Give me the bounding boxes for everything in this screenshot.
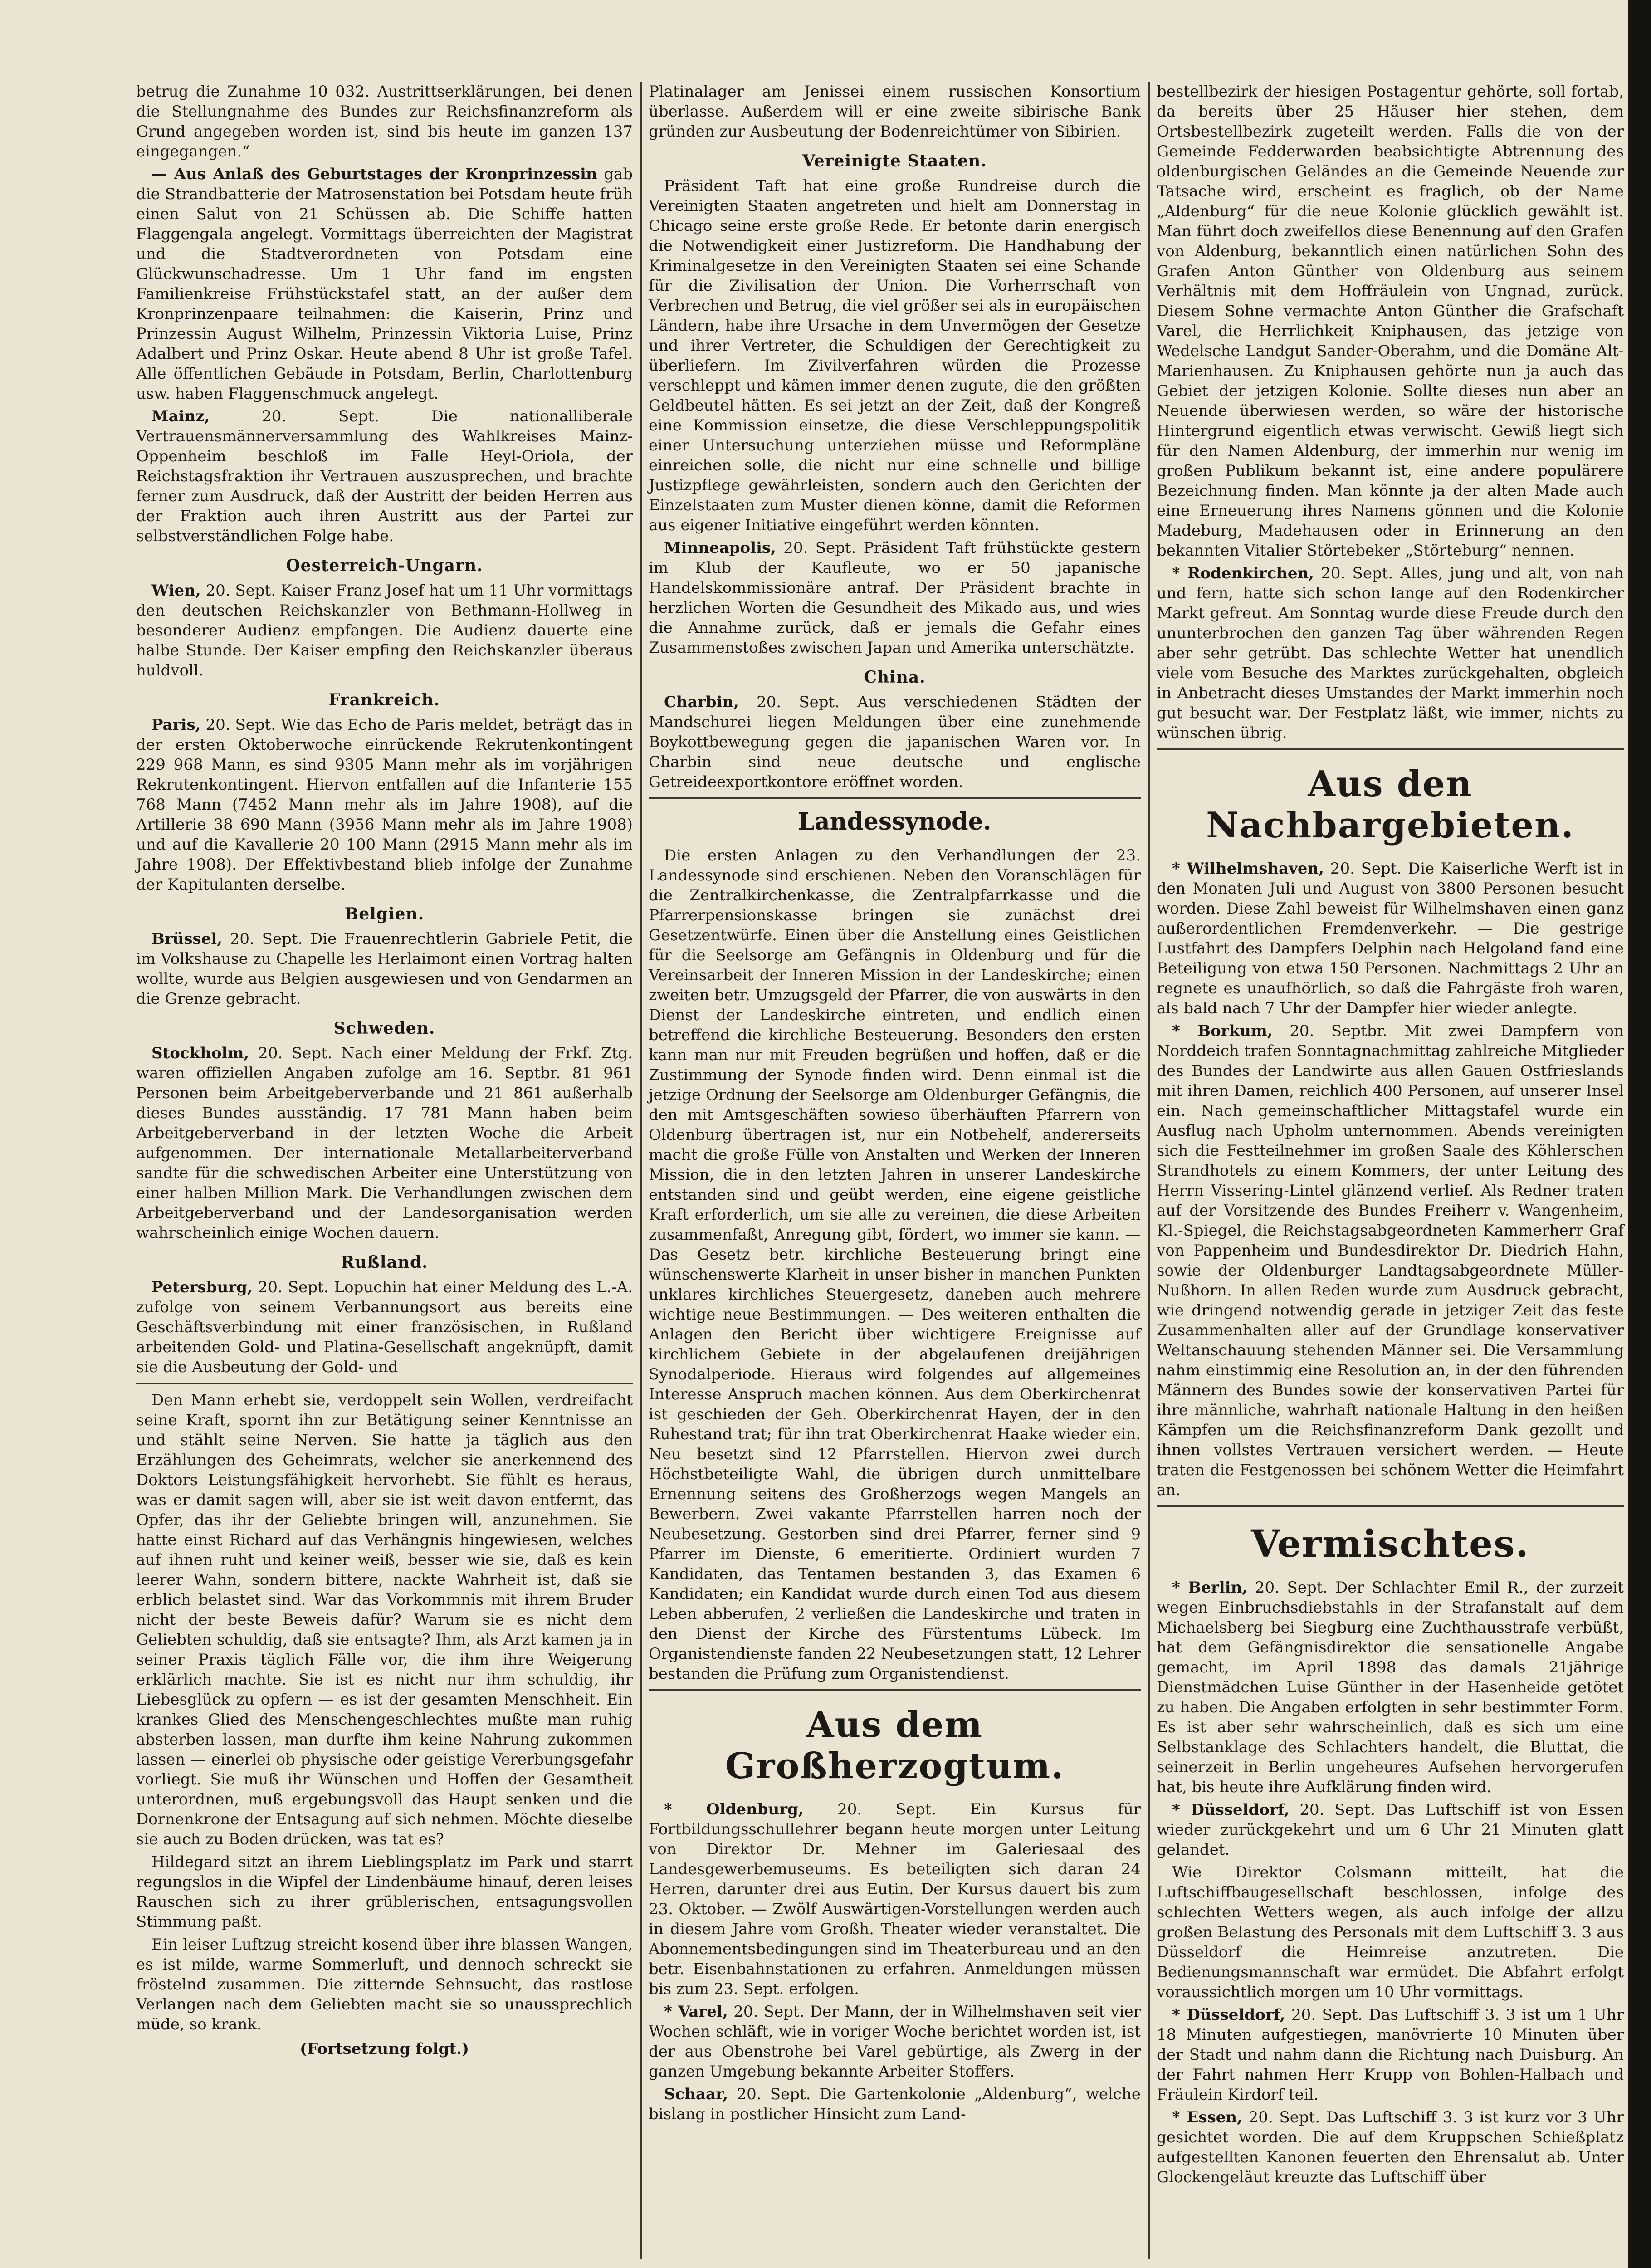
article-text: Präsident Taft hat eine große Rundreise durch die Vereinigten Staaten angetreten und hielt am Donnerstag in Chicago seine erste große Rede. Er betonte darin energisch die Notwendigkeit einer Justizreform. Die Handhabung der Kriminalgesetze in den Vereinigten Staaten sei eine Schande für die Zivilisation der Union. Die Vorherrschaft von Verbrechen und Betrug, die viel größer sei als in europäischen Ländern, habe ihre Ursache in dem Unvermögen der Gesetze und ihrer Vertreter, die Schuldigen der Gerechtigkeit zu überliefern. Im Zivilverfahren würden die Prozesse verschleppt und kämen immer denen zugute, die den größten Geldbeutel hätten. Es sei jetzt an der Zeit, daß der Kongreß eine Kommission einsetze, die diese Verschleppungspolitik einer Untersuchung unterziehen müsse und Reformpläne einreichen solle, die nicht nur eine schnelle und billige Justizpflege gewährleisten, sondern auch den Gerichten der Einzelstaaten zum Muster dienen könne, damit die Reformen aus eigener Initiative eingeführt werden könnten. [649, 177, 1141, 534]
article-body: 20. Sept. Der Schlachter Emil R., der zurzeit wegen Einbruchsdiebstahls in der Strafanstalt auf dem Michaelsberg bei Siegburg eine Zuchthausstrafe verbüßt, hat dem Gefängnisdirektor die sensationelle Angabe gemacht, im April 1898 das damals 21jährige Dienstmädchen Luise Günther in der Hasenheide getötet zu haben. Die Angaben erfolgten in sehr bestimmter Form. Es ist aber sehr wahrscheinlich, daß es sich um eine Selbstanklage des Schlachters handelt, die Bluttat, die seinerzeit in Berlin ungeheures Aufsehen hervorgerufen hat, bis heute ihre Aufklärung finden wird. [1157, 1579, 1624, 1796]
article-body: 20. Sept. Aus verschiedenen Städten der Mandschurei liegen Meldungen über eine zunehmende Boykottbewegung gegen die japanischen Waren vor. In Charbin sind neue deutsche und englische Getreideexportkontore eröffnet worden. [649, 693, 1141, 791]
article-body: 20. Sept. Ein Kursus für Fortbildungsschullehrer begann heute morgen unter Leitung von Direktor Dr. Mehner im Galeriesaal des Landesgewerbemuseums. Es beteiligten sich daran 24 Herren, darunter drei aus Eutin. Der Kursus dauert bis zum 23. Oktober. — Zwölf Auswärtigen-Vorstellungen werden auch in diesem Jahre vom Großh. Theater wieder veranstaltet. Die Abonnementsbedingungen sind im Theaterbureau und an den betr. Eisenbahnstationen zu erfahren. Anmeldungen müssen bis zum 23. Sept. erfolgen. [649, 1800, 1141, 1998]
article-text [649, 2002, 1141, 2082]
dateline: * Berlin, [1172, 1579, 1248, 1597]
dateline: Petersburg, [151, 1278, 253, 1296]
article-text [1157, 859, 1624, 1018]
dateline: Mainz, [151, 407, 210, 425]
feuilleton-divider [136, 1383, 633, 1384]
article-text [136, 1277, 633, 1377]
article-text [649, 692, 1141, 792]
dateline: Charbin, [664, 693, 739, 711]
article-text [649, 2084, 1141, 2124]
dateline: Schaar, [664, 2085, 728, 2103]
section-heading: Belgien. [344, 904, 425, 924]
article-text [136, 406, 633, 546]
article-text [136, 581, 633, 680]
article-text [1157, 1021, 1624, 1500]
section-divider [649, 1689, 1141, 1691]
article-body: 20. Sept. Die Frauenrechtlerin Gabriele Petit, die im Volkshause zu Chapelle les Herlaimont einen Vortrag halten wollte, wurde aus Belgien ausgewiesen und von Gendarmen an die Grenze gebracht. [136, 930, 633, 1008]
article-text [1157, 2005, 1624, 2105]
article-text [649, 1799, 1141, 1999]
article-text [1157, 1578, 1624, 1797]
article-text [136, 715, 633, 894]
dateline: * Essen, [1172, 2108, 1242, 2126]
section-heading: Schweden. [333, 1019, 435, 1038]
article-text [136, 164, 633, 404]
section-heading: Frankreich. [328, 690, 440, 709]
dateline: * Borkum, [1172, 1022, 1273, 1040]
dateline: * Rodenkirchen, [1172, 564, 1314, 582]
section-heading-large: Landessynode. [798, 808, 992, 836]
article-body: 20. Sept. Die nationalliberale Vertrauensmännerversammlung des Wahlkreises Mainz-Oppenheim beschloß im Falle Heyl-Oriola, der Reichstagsfraktion ihr Vertrauen auszusprechen, und brachte ferner zum Ausdruck, daß der Austritt der beiden Herren aus der Fraktion auch ihren Austritt aus der Partei zur selbstverständlichen Folge habe. [136, 407, 633, 545]
section-heading: Rußland. [341, 1253, 428, 1272]
section-divider [1157, 748, 1624, 750]
dateline: * Düsseldorf, [1172, 2006, 1285, 2024]
dateline: Wien, [151, 582, 201, 600]
article-body: 20. Sept. Die Kaiserliche Werft ist in den Monaten Juli und August von 3800 Personen besucht worden. Diese Zahl beweist für Wilhelmshaven einen ganz außerordentlichen Fremdenverkehr. — Die gestrige Lustfahrt des Dampfers Delphin nach Helgoland fand eine Beteiligung von etwa 150 Personen. Nachmittags 2 Uhr an regnete es unaufhörlich, so daß die Fahrgäste froh waren, als bald nach 7 Uhr der Dampfer hier wieder anlegte. [1157, 860, 1624, 1017]
continuation-note: (Fortsetzung folgt.) [299, 2040, 469, 2058]
section-heading-large: Aus dem Großherzogtum. [725, 1704, 1065, 1787]
article-body: gab die Strandbatterie der Matrosenstation bei Potsdam heute früh einen Salut von 21 Schüssen ab. Die Schiffe hatten Flaggengala angelegt. Vormittags überreichten der Magistrat und die Stadtverordneten von Potsdam eine Glückwunschadresse. Um 1 Uhr fand im engsten Familienkreise Frühstückstafel statt, an der außer dem Kronprinzenpaare teilnahmen: die Kaiserin, Prinz und Prinzessin August Wilhelm, Prinzessin Viktoria Luise, Prinz Adalbert und Prinz Oskar. Heute abend 8 Uhr ist große Tafel. Alle öffentlichen Gebäude in Potsdam, Berlin, Charlottenburg usw. haben Flaggenschmuck angelegt. [136, 165, 633, 403]
dateline: Brüssel, [151, 930, 223, 948]
article-text [649, 538, 1141, 658]
dateline: Minneapolis, [664, 539, 776, 557]
section-divider [649, 797, 1141, 799]
column-rule [1148, 82, 1150, 2259]
article-body: 20. Sept. Nach einer Meldung der Frkf. Ztg. waren offiziellen Angaben zufolge am 16. Septbr. 81 961 Personen beim Arbeitgeberverbande und 21 861 außerhalb dieses Bundes ausständig. 17 781 Mann haben beim Arbeitgeberverband in der letzten Woche die Arbeit aufgenommen. Der internationale Metallarbeiterverband sandte für die schwedischen Arbeiter eine Unterstützung von einer halben Million Mark. Die Verhandlungen zwischen dem Arbeitgeberverband und der Landesorganisation werden wahrscheinlich einige Wochen dauern. [136, 1044, 633, 1242]
article-body: 20. Sept. Die Gartenkolonie „Aldenburg“, welche bislang in postlicher Hinsicht zum Land- [649, 2085, 1141, 2123]
article-text [1157, 563, 1624, 743]
feuilleton-text: Den Mann erhebt sie, verdoppelt sein Wollen, verdreifacht seine Kraft, spornt ihn zur Betätigung seiner Kenntnisse an und stählt seine Nerven. Sie hatte ja täglich aus den Erzählungen des Geheimrats, welcher sie anerkennend des Doktors Leistungsfähigkeit hervorhebt. Sie fühlt es heraus, was er damit sagen will, aber sie ist weit davon entfernt, das Opfer, das ihr der Geliebte bringen will, anzunehmen. Sie hatte einst Richard auf das Verhängnis hingewiesen, welches auf ihnen ruht und keiner weiß, besser wie sie, daß es kein leerer Wahn, sondern bittere, nackte Wahrheit ist, daß sie erblich belastet sind. War das Vorkommnis mit ihrem Bruder nicht der beste Beweis dafür? Warum sie es nicht dem Geliebten schuldig, daß sie entsagte? Ihm, als Arzt kamen ja in seiner Praxis täglich Fälle vor, die ihm ihre Weigerung erklärlich machte. Sie ist es nicht nur ihm schuldig, ihr Liebesglück zu opfern — es ist der gesamten Menschheit. Ein krankes Glied des Menschengeschlechtes mußte man ruhig absterben lassen, man durfte ihm keine Nahrung zukommen lassen — einerlei ob physische oder geistige Vererbungsgefahr vorliegt. Sie muß ihr Wünschen und Hoffen der Gesamtheit unterordnen, muß ergebungsvoll das Haupt senken und die Dornenkrone der Entsagung auf sich nehmen. Möchte dieselbe sie auch zu Boden drücken, was tat es? [136, 1391, 633, 1848]
dateline: * Düsseldorf, [1172, 1801, 1290, 1819]
article-lead: — Aus Anlaß des Geburtstages der Kronprinzessin [151, 165, 597, 183]
newspaper-page [136, 82, 1624, 2268]
article-body: 20. Sept. Präsident Taft frühstückte gestern im Klub der Kaufleute, wo er 50 japanische Handelskommissionäre antraf. Der Präsident brachte in herzlichen Worten die Gesundheit des Mikado aus, und wies die Annahme zurück, daß er jemals die Gefahr eines Zusammenstoßes zwischen Japan und Amerika unterschätzte. [649, 539, 1141, 657]
article-body: 20. Sept. Das Luftschiff ist von Essen wieder zurückgekehrt und um 6 Uhr 21 Minuten glatt gelandet. [1157, 1801, 1624, 1859]
article-body: 20. Septbr. Mit zwei Dampfern von Norddeich trafen Sonntagnachmittag zahlreiche Mitglieder des Bundes der Landwirte aus allen Gauen Ostfrieslands mit ihren Damen, reichlich 400 Personen, auf unserer Insel ein. Nach gemeinschaftlicher Mittagstafel wurde ein Ausflug nach Upholm unternommen. Abends vereinigten sich die Festteilnehmer im großen Saale des Köhlerschen Strandhotels zu einem Kommers, der unter Leitung des Herrn Vissering-Lintel glänzend verlief. Als Redner traten auf der Vorsitzende des Bundes Freiherr v. Wangenheim, Kl.-Spiegel, die Reichstagsabgeordneten Kammerherr Graf von Pappenheim und Bundesdirektor Dr. Diedrich Hahn, sowie der Oldenburger Landtagsabgeordnete Müller-Nußhorn. In allen Reden wurde zum Ausdruck gebracht, wie dringend notwendig gerade in jetziger Zeit das feste Zusammenhalten aller auf der Grundlage konservativer Weltanschauung stehenden Männer sei. Die Versammlung nahm einstimmig eine Resolution an, in der den führenden Männern des Bundes sowie der konservativen Partei für ihre männliche, wahrhaft nationale Haltung in den heißen Kämpfen um die Reichsfinanzreform Dank gezollt und ihnen vollstes Vertrauen versichert werden. — Heute traten die Festgenossen bei schönem Wetter die Heimfahrt an. [1157, 1022, 1624, 1499]
article-text [1157, 1800, 1624, 1860]
article-text: Wie Direktor Colsmann mitteilt, hat die Luftschiffbaugesellschaft beschlossen, infolge des schlechten Wetters wegen, als auch infolge der allzu großen Belastung des Personals mit dem Luftschiff 3. 3 aus Düsseldorf die Heimreise anzutreten. Die Bedienungsmannschaft war ermüdet. Die Abfahrt erfolgt voraussichtlich morgen um 10 Uhr vormittags. [1157, 1863, 1624, 2001]
section-heading-large: Aus den Nachbargebieten. [1206, 763, 1574, 846]
section-heading: Oesterreich-Ungarn. [286, 556, 483, 575]
article-text: bestellbezirk der hiesigen Postagentur gehörte, soll fortab, da bereits über 25 Häuser hier stehen, dem Ortsbestellbezirk zugeteilt werden. Falls die von der Gemeinde Fedderwarden beabsichtigte Abtrennung des oldenburgischen Geländes an die Gemeinde Neuende zur Tatsache wird, erscheint es fraglich, ob der Name „Aldenburg“ für die neue Kolonie glücklich gewählt ist. Man führt doch zweifellos diese Benennung auf den Grafen von Aldenburg, bekanntlich einen natürlichen Sohn des Grafen Anton Günther von Oldenburg aus seinem Verhältnis mit dem Hoffräulein von Ungnad, zurück. Diesem Sohne vermachte Anton Günther die Grafschaft Varel, die Herrlichkeit Kniphausen, das jetzige von Wedelsche Landgut Sander-Oberahm, und die Domäne Alt-Marienhausen. Zu Kniphausen gehörte nun ja auch das Gebiet der jetzigen Kolonie. Sollte dieses nun aber an Neuende überwiesen werden, so wäre der historische Hintergrund eigentlich etwas verwischt. Gewiß liegt sich für den Namen Aldenburg, der immerhin nur wenig im großen Publikum bekannt ist, eine andere populärere Bezeichnung finden. Man könnte ja der alten Made auch eine Erneuerung ihres Namens gönnen und die Kolonie Madeburg, Madehausen oder in Erinnerung an den bekannten Vitalier Störtebeker „Störteburg“ nennen. [1157, 83, 1624, 560]
dateline: * Wilhelmshaven, [1172, 860, 1324, 878]
feuilleton-text: Ein leiser Luftzug streicht kosend über ihre blassen Wangen, es ist milde, warme Sommerluft, und dennoch schreckt sie fröstelnd zusammen. Die zitternde Sehnsucht, das rastlose Verlangen nach dem Geliebten macht sie so unaussprechlich müde, so krank. [136, 1936, 633, 2033]
article-text [136, 929, 633, 1009]
article-body: 20. Sept. Lopuchin hat einer Meldung des L.-A. zufolge von seinem Verbannungsort aus bereits eine Geschäftsverbindung mit einer französischen, in Rußland arbeitenden Gold- und Platina-Gesellschaft angeknüpft, damit sie die Ausbeutung der Gold- und [136, 1278, 633, 1376]
column-3 [1157, 82, 1624, 2190]
column-2 [649, 82, 1141, 2127]
section-heading-large: Vermischtes. [1251, 1522, 1529, 1566]
section-heading: Vereinigte Staaten. [802, 152, 987, 171]
dateline: * Oldenburg, [664, 1800, 804, 1818]
article-body: 20. Sept. Wie das Echo de Paris meldet, beträgt das in der ersten Oktoberwoche einrückende Rekrutenkontingent 229 968 Mann, es sind 9305 Mann mehr als im vorjährigen Rekrutenkontingent. Hiervon entfallen auf die Infanterie 155 768 Mann (7452 Mann mehr als im Jahre 1908), auf die Artillerie 38 690 Mann (3956 Mann mehr als im Jahre 1908) und auf die Kavallerie 20 100 Mann (2915 Mann mehr als im Jahre 1908). Der Effektivbestand blieb infolge der Zunahme der Kapitulanten derselbe. [136, 716, 633, 894]
article-body: 20. Sept. Das Luftschiff 3. 3 ist um 1 Uhr 18 Minuten aufgestiegen, manövrierte 10 Minuten über der Stadt und nahm dann die Richtung nach Duisburg. An der Fahrt nahmen Herr Krupp von Bohlen-Halbach und Fräulein Kirdorf teil. [1157, 2006, 1624, 2104]
scan-edge [1628, 0, 1651, 2268]
article-text: Die ersten Anlagen zu den Verhandlungen der 23. Landessynode sind erschienen. Neben den Voranschlägen für die Zentralkirchenkasse, die Zentralpfarrkasse und die Pfarrerpensionskasse bringen sie zunächst drei Gesetzentwürfe. Einen über die Anstellung eines Geistlichen für die Seelsorge am Gefängnis in Oldenburg und für die Vereinsarbeit der Inneren Mission in der Landeskirche; einen zweiten betr. Umzugsgeld der Pfarrer, die von auswärts in den Dienst der Landeskirche eintreten, und endlich einen betreffend die kirchliche Besteuerung. Besonders den ersten kann man nur mit Freuden begrüßen und hoffen, daß er die Zustimmung der Synode finden wird. Denn einmal ist die jetzige Ordnung der Seelsorge am Oldenburger Gefängnis, die den mit Amtsgeschäften sowieso überhäuften Pfarrern von Oldenburg übertragen ist, nur ein Notbehelf, andererseits macht die große Fülle von Anstalten und Werken der Inneren Mission, die in den letzten Jahren in unserer Landeskirche entstanden sind und geübt werden, eine eigene geistliche Kraft erforderlich, um sie alle zu vereinen, die diese Arbeiten zusammenfaßt, Anregung gibt, fördert, wo immer sie kann. — Das Gesetz betr. kirchliche Besteuerung bringt eine wünschenswerte Klarheit in unser bisher in manchen Punkten unklares kirchliches Steuergesetz, daneben auch mehrere wichtige neue Bestimmungen. — Des weiteren enthalten die Anlagen den Bericht über wichtigere Ereignisse auf kirchlichem Gebiete in der abgelaufenen dreijährigen Synodalperiode. Hieraus wird folgendes auf allgemeines Interesse Anspruch machen können. Aus dem Oberkirchenrat ist geschieden der Geh. Oberkirchenrat Hayen, der in den Ruhestand trat; für ihn trat Oberkirchenrat Haake wieder ein. Neu besetzt sind 12 Pfarrstellen. Hiervon zwei durch Höchstbeteiligte Wahl, die übrigen durch unmittelbare Ernennung seitens des Großherzogs wegen Mangels an Bewerbern. Zwei vakante Pfarrstellen harren noch der Neubesetzung. Gestorben sind drei Pfarrer, ferner sind 9 Pfarrer im Dienste, 6 emeritierte. Ordiniert wurden 7 Kandidaten, das Tentamen bestanden 3, das Examen 6 Kandidaten; ein Kandidat wurde durch einen Tod aus diesem Leben abberufen, 2 verließen die Landeskirche und traten in den Dienst der Kirche des Fürstentums Lübeck. Im Organistendienste fanden 22 Neubesetzungen statt, 12 Lehrer bestanden die Prüfung zum Organistendienst. [649, 846, 1141, 1683]
article-text: betrug die Zunahme 10 032. Austrittserklärungen, bei denen die Stellungnahme des Bundes zur Reichsfinanzreform als Grund angegeben worden ist, sind bis heute im ganzen 137 eingegangen.“ [136, 83, 633, 161]
column-rule [640, 82, 642, 2259]
article-text [136, 1043, 633, 1243]
article-body: 20. Sept. Alles, jung und alt, von nah und fern, hatte sich schon lange auf den Rodenkircher Markt gefreut. Am Sonntag wurde diese Freude durch den ununterbrochen den ganzen Tag über währenden Regen aber sehr getrübt. Das schlechte Wetter hat unendlich viele vom Besuche des Marktes zurückgehalten, obgleich in Anbetracht dieses Umstandes der Markt immerhin noch gut besucht war. Der Festplatz läßt, wie immer, nichts zu wünschen übrig. [1157, 564, 1624, 742]
article-body: 20. Sept. Das Luftschiff 3. 3 ist kurz vor 3 Uhr gesichtet worden. Die auf dem Kruppschen Schießplatz aufgestellten Kanonen feuerten den Ehrensalut ab. Unter Glockengeläut kreuzte das Luftschiff über [1157, 2108, 1624, 2186]
article-text [1157, 2107, 1624, 2187]
dateline: Paris, [151, 716, 201, 734]
article-body: 20. Sept. Kaiser Franz Josef hat um 11 Uhr vormittags den deutschen Reichskanzler von Bethmann-Hollweg in besonderer Audienz empfangen. Die Audienz dauerte eine halbe Stunde. Der Kaiser empfing den Reichskanzler überaus huldvoll. [136, 582, 633, 679]
feuilleton-text: Hildegard sitzt an ihrem Lieblingsplatz im Park und starrt regungslos in die Wipfel der Lindenbäume hinauf, deren leises Rauschen sich zu ihrer grüblerischen, entsagungsvollen Stimmung paßt. [136, 1853, 633, 1931]
dateline: Stockholm, [151, 1044, 249, 1062]
section-divider [1157, 1505, 1624, 1507]
section-heading: China. [864, 668, 926, 687]
column-1 [136, 82, 633, 2062]
dateline: * Varel, [664, 2003, 728, 2021]
article-text: Platinalager am Jenissei einem russischen Konsortium überlasse. Außerdem will er eine zweite sibirische Bank gründen zur Ausbeutung der Bodenreichtümer von Sibirien. [649, 83, 1141, 141]
article-body: 20. Sept. Der Mann, der in Wilhelmshaven seit vier Wochen schläft, wie in voriger Woche berichtet worden ist, ist der aus Obenstrohe bei Varel gebürtige, als Zwerg in der ganzen Umgebung bekannte Arbeiter Stoffers. [649, 2003, 1141, 2081]
